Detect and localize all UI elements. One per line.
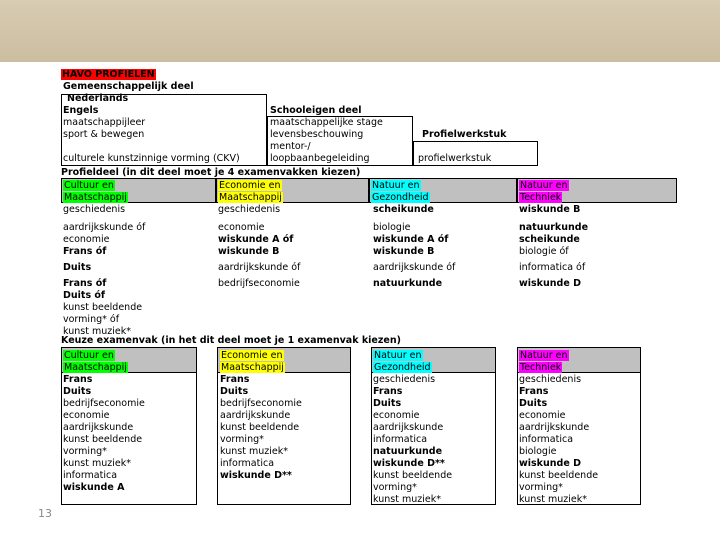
list-item: natuurkunde: [373, 446, 443, 457]
list-item: kunst beeldende: [373, 470, 453, 481]
list-item: vorming* óf: [63, 314, 120, 325]
list-item: biologie: [519, 446, 557, 457]
list-item: economie: [218, 222, 265, 233]
list-item: Engels: [63, 105, 99, 116]
list-item: natuurkunde: [373, 278, 443, 289]
list-item: wiskunde A óf: [373, 234, 449, 245]
list-item: mentor-/: [270, 141, 311, 152]
list-item: vorming*: [519, 482, 563, 493]
keuze-col-em: Economie en Maatschappij Frans Duits bedrijfseconomie aardrijkskunde kunst beeldende vorming* kunst muziek* informatica wiskunde D**: [220, 350, 302, 481]
keuze-col-cm: Cultuur en Maatschappij Frans Duits bedrijfseconomie economie aardrijkskunde kunst beeldende vorming* kunst muziek* informatica wiskunde A: [63, 350, 145, 493]
list-item: wiskunde A: [63, 482, 125, 493]
list-item: wiskunde D**: [373, 458, 445, 469]
list-item: kunst muziek*: [220, 446, 288, 457]
list-item: Frans: [220, 374, 250, 385]
list-item: wiskunde A óf: [218, 234, 294, 245]
header-band: [0, 0, 720, 62]
gemeenschappelijk-list: [63, 93, 240, 165]
list-item: economie: [63, 234, 110, 245]
keuze-col-ng: Natuur en Gezondheid geschiedenis Frans Duits economie aardrijkskunde informatica natuurkunde wiskunde D** kunst beeldende vorming* kunst muziek*: [373, 350, 453, 505]
list-item: sport & bewegen: [63, 129, 145, 140]
list-item: levensbeschouwing: [270, 129, 364, 140]
list-item: Frans: [63, 374, 93, 385]
list-item: informatica: [220, 458, 275, 469]
list-item: natuurkunde: [519, 222, 589, 233]
list-item: Duits: [519, 398, 548, 409]
list-item: aardrijkskunde óf: [63, 222, 146, 233]
list-item: biologie óf: [519, 246, 569, 257]
list-item: wiskunde B: [218, 246, 280, 257]
list-item: aardrijkskunde: [519, 422, 590, 433]
list-item: informatica: [519, 434, 574, 445]
list-item: geschiedenis: [63, 204, 126, 215]
list-item: Nederlands: [67, 93, 129, 104]
keuze-col-nt: Natuur en Techniek geschiedenis Frans Duits economie aardrijkskunde informatica biologie wiskunde D kunst beeldende vorming* kunst muziek*: [519, 350, 599, 505]
list-item: informatica: [63, 470, 118, 481]
list-item: scheikunde: [519, 234, 580, 245]
list-item: vorming*: [63, 446, 107, 457]
list-item: aardrijkskunde óf: [373, 262, 456, 273]
profieldeel-col-nt: [519, 204, 588, 290]
list-item: Frans: [519, 386, 549, 397]
list-item: kunst muziek*: [63, 326, 131, 337]
profieldeel-col-em-header: Economie en Maatschappij: [219, 180, 282, 203]
list-item: wiskunde B: [519, 204, 581, 215]
list-item: Duits: [220, 386, 249, 397]
list-item: bedrijfseconomie: [63, 398, 145, 409]
list-item: bedrijfseconomie: [218, 278, 300, 289]
profieldeel-col-cm: [63, 204, 145, 338]
profieldeel-col-cm-header: Cultuur en Maatschappij: [64, 180, 127, 203]
list-item: geschiedenis: [218, 204, 281, 215]
profielwerkstuk-heading: Profielwerkstuk: [422, 129, 507, 140]
profieldeel-col-em: [218, 204, 300, 290]
list-item: wiskunde B: [373, 246, 435, 257]
profieldeel-col-nt-header: Natuur en Techniek: [520, 180, 568, 203]
list-item: kunst beeldende: [63, 302, 143, 313]
list-item: Duits: [63, 386, 92, 397]
list-item: economie: [373, 410, 420, 421]
profieldeel-heading: Profieldeel (in dit deel moet je 4 examenvakken kiezen): [61, 167, 361, 178]
list-item: scheikunde: [373, 204, 434, 215]
page-title: HAVO PROFIELEN: [62, 69, 155, 80]
list-item: maatschappelijke stage: [270, 117, 383, 128]
schooleigen-list: [270, 117, 383, 165]
list-item: Duits: [63, 262, 92, 273]
page-number: 13: [38, 507, 52, 520]
list-item: loopbaanbegeleiding: [270, 153, 370, 164]
list-item: kunst beeldende: [220, 422, 300, 433]
list-item: bedrijfseconomie: [220, 398, 302, 409]
list-item: Duits óf: [63, 290, 106, 301]
list-item: informatica: [373, 434, 428, 445]
list-item-ckv: culturele kunstzinnige vorming (CKV): [63, 153, 240, 164]
list-item: informatica óf: [519, 262, 586, 273]
schooleigen-heading: Schooleigen deel: [270, 105, 362, 116]
list-item: kunst muziek*: [63, 458, 131, 469]
list-item: aardrijkskunde: [220, 410, 291, 421]
list-item: Frans óf: [63, 278, 107, 289]
list-item: economie: [519, 410, 566, 421]
list-item: geschiedenis: [519, 374, 582, 385]
list-item: maatschappijleer: [63, 117, 146, 128]
list-item: kunst muziek*: [373, 494, 441, 505]
list-item: Frans: [373, 386, 403, 397]
list-item: wiskunde D**: [220, 470, 292, 481]
list-item: biologie: [373, 222, 411, 233]
list-item: aardrijkskunde: [373, 422, 444, 433]
profieldeel-col-ng: [373, 204, 455, 290]
profielwerkstuk-item: profielwerkstuk: [418, 153, 492, 164]
list-item: wiskunde D: [519, 458, 581, 469]
list-item: kunst muziek*: [519, 494, 587, 505]
list-item: geschiedenis: [373, 374, 436, 385]
list-item: aardrijkskunde óf: [218, 262, 301, 273]
gemeenschappelijk-heading: Gemeenschappelijk deel: [63, 81, 194, 92]
list-item: kunst beeldende: [519, 470, 599, 481]
list-item: kunst beeldende: [63, 434, 143, 445]
list-item: vorming*: [373, 482, 417, 493]
profieldeel-col-ng-header: Natuur en Gezondheid: [372, 180, 429, 203]
list-item: economie: [63, 410, 110, 421]
list-item: vorming*: [220, 434, 264, 445]
list-item: Duits: [373, 398, 402, 409]
list-item: Frans óf: [63, 246, 107, 257]
keuze-heading: Keuze examenvak (in het dit deel moet je 1 examenvak kiezen): [61, 335, 401, 346]
list-item: wiskunde D: [519, 278, 581, 289]
list-item: aardrijkskunde: [63, 422, 134, 433]
